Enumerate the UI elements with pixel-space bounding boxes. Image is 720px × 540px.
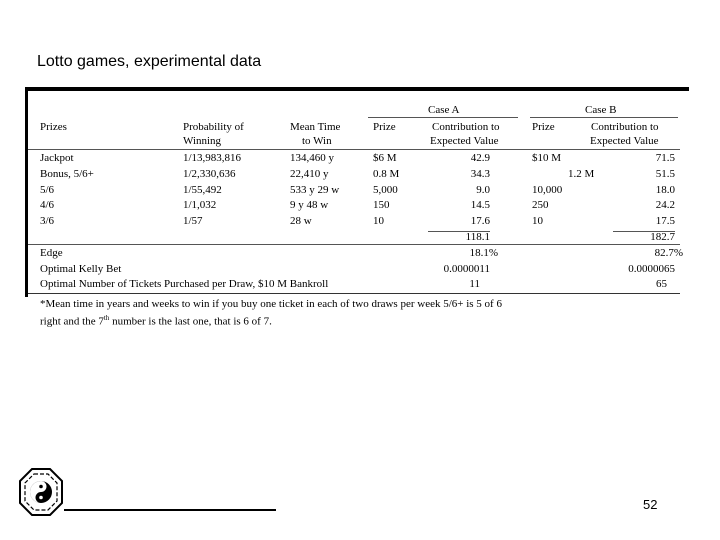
bottom-decor-line xyxy=(64,509,276,511)
row-5-prize: 3/6 xyxy=(40,215,55,228)
row-4-prize: 4/6 xyxy=(40,199,55,212)
total-a: 118.1 xyxy=(465,231,490,243)
row-2-contrib-b: 51.5 xyxy=(655,167,675,180)
row-3-prize-a: 5,000 xyxy=(373,183,398,196)
footnote-line-1: *Mean time in years and weeks to win if you buy one ticket in each of two draws per week 5/6+ is 5 of 6 xyxy=(40,298,502,310)
header-rule xyxy=(28,149,680,150)
footnote-superscript: th xyxy=(103,314,110,322)
tickets-a: 11 xyxy=(469,278,480,290)
row-2-prize: Bonus, 5/6+ xyxy=(40,167,94,180)
row-5-mean: 28 w xyxy=(290,215,312,228)
col-prob-2: Winning xyxy=(183,135,222,147)
row-1-prize-b: $10 M xyxy=(532,152,562,164)
row-4-contrib-b: 24.2 xyxy=(655,199,675,212)
col-contrib-a-1: Contribution to xyxy=(432,121,500,133)
row-5-prize-a: 10 xyxy=(373,215,384,228)
row-1-contrib-a: 42.9 xyxy=(470,152,490,164)
row-4-prize-b: 250 xyxy=(532,199,549,212)
footnote-line-2-post: number is the last one, that is 6 of 7. xyxy=(109,315,272,328)
col-prize-b: Prize xyxy=(532,121,555,133)
edge-b: 82.7% xyxy=(654,247,683,259)
tickets-b: 65 xyxy=(656,278,667,290)
col-contrib-b-1: Contribution to xyxy=(591,121,659,133)
row-3-mean: 533 y 29 w xyxy=(290,183,340,196)
col-mean-2: to Win xyxy=(302,135,332,147)
total-b: 182.7 xyxy=(650,231,675,243)
page-number: 52 xyxy=(643,497,658,512)
case-a-rule xyxy=(368,117,518,118)
row-3-prob: 1/55,492 xyxy=(183,183,222,196)
row-2-contrib-a: 34.3 xyxy=(470,167,490,180)
row-5-prize-b: 10 xyxy=(532,215,543,228)
row-2-prize-b: 1.2 M xyxy=(568,167,595,180)
row-4-prob: 1/1,032 xyxy=(183,199,217,212)
row-5-prob: 1/57 xyxy=(183,215,203,228)
edge-label: Edge xyxy=(40,247,63,259)
col-prize-a: Prize xyxy=(373,121,396,133)
slide-title: Lotto games, experimental data xyxy=(37,53,262,70)
col-contrib-b-2: Expected Value xyxy=(590,135,659,147)
lotto-table xyxy=(28,98,683,298)
case-b-rule xyxy=(530,117,678,118)
row-4-mean: 9 y 48 w xyxy=(290,199,329,212)
row-3-contrib-a: 9.0 xyxy=(476,183,490,196)
row-3-contrib-b: 18.0 xyxy=(655,183,675,196)
row-5-contrib-b: 17.5 xyxy=(655,215,675,228)
col-prizes: Prizes xyxy=(40,121,67,133)
footnote-line-2-pre: right and the 7 xyxy=(40,315,104,328)
kelly-b: 0.0000065 xyxy=(628,263,675,275)
row-1-prob: 1/13,983,816 xyxy=(183,152,242,164)
bottom-rule xyxy=(28,293,680,294)
edge-a: 18.1% xyxy=(469,247,498,259)
row-1-prize: Jackpot xyxy=(40,152,74,164)
row-1-mean: 134,460 y xyxy=(290,152,334,164)
row-4-prize-a: 150 xyxy=(373,199,390,212)
row-4-contrib-a: 14.5 xyxy=(470,199,490,212)
col-contrib-a-2: Expected Value xyxy=(430,135,499,147)
kelly-a: 0.0000011 xyxy=(443,263,490,275)
bagua-logo-icon xyxy=(18,467,64,517)
col-mean-1: Mean Time xyxy=(290,121,341,133)
case-b-header: Case B xyxy=(585,104,617,116)
row-2-prob: 1/2,330,636 xyxy=(183,167,236,180)
row-1-prize-a: $6 M xyxy=(373,152,397,164)
tickets-label: Optimal Number of Tickets Purchased per Draw, $10 M Bankroll xyxy=(40,278,329,290)
row-1-contrib-b: 71.5 xyxy=(655,152,675,164)
row-3-prize: 5/6 xyxy=(40,183,55,196)
footnote-line-2 xyxy=(40,311,640,329)
row-2-mean: 22,410 y xyxy=(290,167,329,180)
row-3-prize-b: 10,000 xyxy=(532,183,563,196)
kelly-label: Optimal Kelly Bet xyxy=(40,263,122,275)
footnote xyxy=(40,297,640,329)
row-2-prize-a: 0.8 M xyxy=(373,167,400,180)
case-a-header: Case A xyxy=(428,104,460,116)
col-prob-1: Probability of xyxy=(183,121,244,133)
top-rule xyxy=(25,87,689,91)
totals-rule xyxy=(28,244,680,245)
row-5-contrib-a: 17.6 xyxy=(470,215,490,228)
